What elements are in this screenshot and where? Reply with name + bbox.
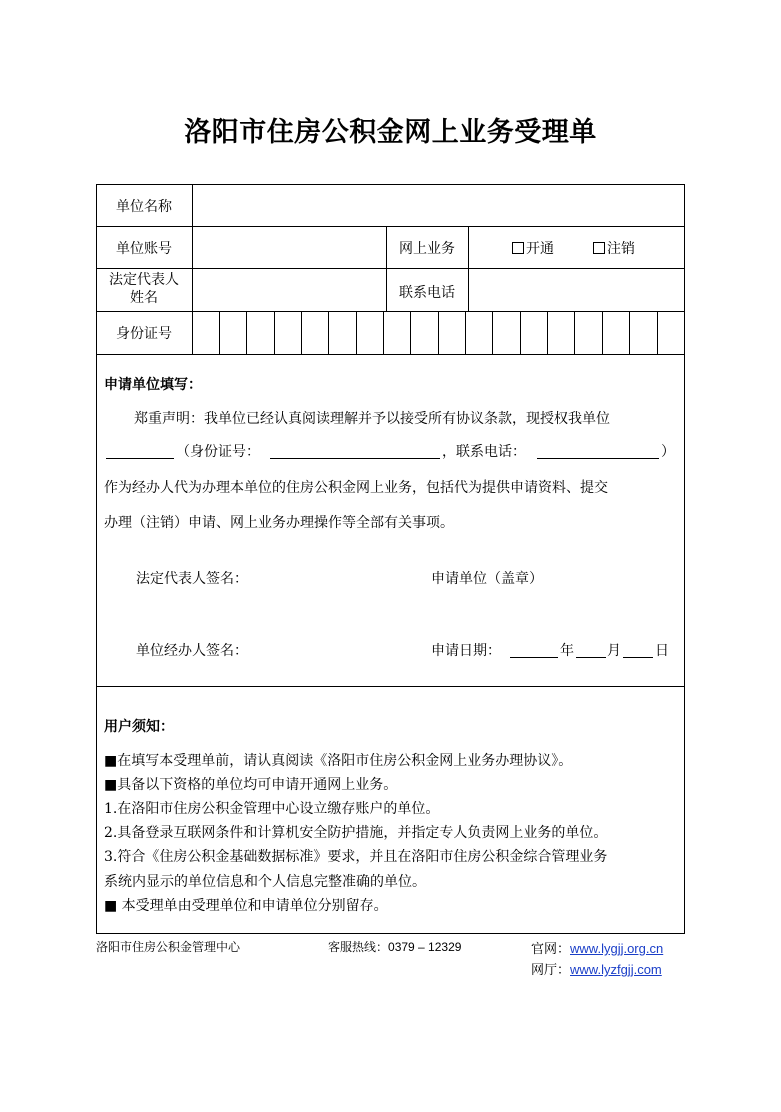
hall-label: 网厅： xyxy=(531,963,571,978)
legal-sign-label: 法定代表人签名： xyxy=(136,571,248,587)
row-divider xyxy=(96,354,685,355)
id-cell-divider xyxy=(356,311,357,354)
unit-name-label: 单位名称 xyxy=(116,199,172,215)
unit-seal-label: 申请单位（盖章） xyxy=(431,571,543,587)
phone-label: 联系电话 xyxy=(399,285,455,301)
id-cell-divider xyxy=(629,311,630,354)
statement-line1: 郑重声明：我单位已经认真阅读理解并予以接受所有协议条款，现授权我单位 xyxy=(134,411,610,427)
notice-item: ■具备以下资格的单位均可申请开通网上业务。 xyxy=(104,777,398,793)
hotline-label: 客服热线： xyxy=(328,940,389,954)
legal-rep-label xyxy=(96,271,192,307)
open-checkbox[interactable] xyxy=(512,242,524,254)
unit-account-field[interactable] xyxy=(194,228,384,266)
legal-rep-label-line1: 法定代表人 xyxy=(109,272,179,288)
handler-sign-label: 单位经办人签名： xyxy=(136,643,248,659)
footer-hotline xyxy=(328,938,461,955)
agent-name-blank[interactable] xyxy=(106,458,174,459)
agent-phone-blank[interactable] xyxy=(537,458,659,459)
notice-heading: 用户须知： xyxy=(104,719,174,735)
id-cell-divider xyxy=(274,311,275,354)
column-divider xyxy=(192,184,193,354)
online-business-label: 网上业务 xyxy=(399,241,455,257)
section-divider xyxy=(96,686,685,687)
id-cell-divider xyxy=(438,311,439,354)
page-title: 洛阳市住房公积金网上业务受理单 xyxy=(184,117,597,148)
footer-website xyxy=(531,938,663,957)
id-cell-divider xyxy=(410,311,411,354)
id-cell-divider xyxy=(602,311,603,354)
option-cancel[interactable] xyxy=(593,238,635,258)
statement-line3: 作为经办人代为办理本单位的住房公积金网上业务，包括代为提供申请资料、提交 xyxy=(104,480,608,496)
row-divider xyxy=(96,268,685,269)
column-divider xyxy=(468,226,469,311)
notice-item: 2.具备登录互联网条件和计算机安全防护措施，并指定专人负责网上业务的单位。 xyxy=(104,825,608,841)
id-cell-divider xyxy=(383,311,384,354)
day-blank[interactable] xyxy=(623,657,653,658)
option-cancel-label: 注销 xyxy=(607,241,635,257)
legal-rep-label-line2: 姓名 xyxy=(130,290,158,306)
website-label: 官网： xyxy=(531,942,571,957)
day-label: 日 xyxy=(655,643,669,659)
id-prefix: （身份证号： xyxy=(176,444,260,460)
option-open[interactable] xyxy=(512,238,554,258)
id-cell-divider xyxy=(547,311,548,354)
year-label: 年 xyxy=(560,643,574,659)
unit-account-label: 单位账号 xyxy=(116,241,172,257)
year-blank[interactable] xyxy=(510,657,558,658)
notice-item: 1.在洛阳市住房公积金管理中心设立缴存账户的单位。 xyxy=(104,801,440,817)
website-link[interactable]: www.lygjj.org.cn xyxy=(570,941,664,956)
close-paren: ） xyxy=(661,444,675,460)
unit-name-field[interactable] xyxy=(194,186,683,224)
footer-hall xyxy=(531,959,662,978)
id-cell-divider xyxy=(219,311,220,354)
id-label: 身份证号 xyxy=(116,326,172,342)
cancel-checkbox[interactable] xyxy=(593,242,605,254)
row-divider xyxy=(96,311,685,312)
hotline-number: 0379 – 12329 xyxy=(388,940,462,954)
hall-link[interactable]: www.lyzfgjj.com xyxy=(570,962,662,977)
id-cell-divider xyxy=(574,311,575,354)
id-cell-divider xyxy=(301,311,302,354)
row-divider xyxy=(96,226,685,227)
legal-rep-field[interactable] xyxy=(194,270,384,309)
footer-org: 洛阳市住房公积金管理中心 xyxy=(96,940,241,954)
notice-item: ■ 本受理单由受理单位和申请单位分别留存。 xyxy=(104,898,388,914)
id-cell-divider xyxy=(328,311,329,354)
id-cell-divider xyxy=(492,311,493,354)
option-open-label: 开通 xyxy=(526,241,554,257)
notice-item: 系统内显示的单位信息和个人信息完整准确的单位。 xyxy=(104,874,426,890)
phone-prefix: ，联系电话： xyxy=(442,444,526,460)
agent-id-blank[interactable] xyxy=(270,458,440,459)
id-cell-divider xyxy=(657,311,658,354)
notice-item: 3.符合《住房公积金基础数据标准》要求，并且在洛阳市住房公积金综合管理业务 xyxy=(104,849,608,865)
month-blank[interactable] xyxy=(576,657,606,658)
id-cell-divider xyxy=(246,311,247,354)
statement-line4: 办理（注销）申请、网上业务办理操作等全部有关事项。 xyxy=(104,515,454,531)
date-label: 申请日期： xyxy=(431,643,501,659)
phone-field[interactable] xyxy=(470,270,683,309)
id-cell-divider xyxy=(465,311,466,354)
application-heading: 申请单位填写： xyxy=(104,377,202,393)
month-label: 月 xyxy=(607,643,621,659)
notice-item: ■在填写本受理单前，请认真阅读《洛阳市住房公积金网上业务办理协议》。 xyxy=(104,753,573,769)
id-cell-divider xyxy=(520,311,521,354)
